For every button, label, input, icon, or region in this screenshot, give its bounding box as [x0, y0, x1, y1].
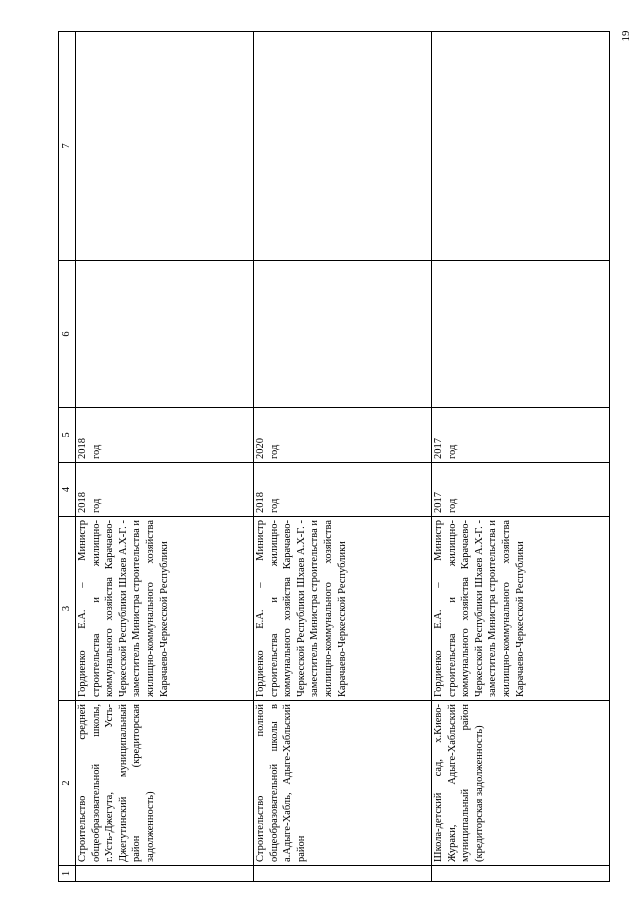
col7-cell: [432, 32, 610, 261]
row-number-cell: [254, 866, 432, 882]
col7-cell: [254, 32, 432, 261]
start-cell: [76, 463, 254, 517]
end-cell: [254, 408, 432, 463]
table-row: [432, 32, 610, 882]
end-year: 2017: [433, 438, 444, 459]
end-cell: [76, 408, 254, 463]
col7-cell: [76, 32, 254, 261]
row-number-cell: [432, 866, 610, 882]
header-cell-1: 1: [59, 866, 76, 882]
col6-cell: [432, 261, 610, 408]
start-cell: [254, 463, 432, 517]
object-cell: Строительство полной общеобразовательной школы в а.Адыге-Хабль, Адыге-Хабльский район: [254, 701, 432, 866]
header-cell-7: 7: [59, 32, 76, 261]
table-row: [76, 32, 254, 882]
start-year: 2017: [433, 492, 444, 513]
start-unit: год: [268, 498, 280, 513]
header-cell-6: 6: [59, 261, 76, 408]
page-number: 19: [620, 30, 632, 42]
header-cell-5: 5: [59, 408, 76, 463]
table-row: [254, 32, 432, 882]
header-cell-3: 3: [59, 517, 76, 701]
responsible-cell: Гордиенко Е.А. – Министр строительства и жилищно-коммунального хозяйства Карачаево-Черкесской Республики Шхаев А.Х-Г. - заместитель Министра строительства и жилищно-коммунального хозяйства Карачаево-Черкесской Республики: [254, 517, 432, 701]
col6-cell: [254, 261, 432, 408]
object-cell: Школа-детский сад, х.Киево-Жураки, Адыге-Хабльский муниципальный район (кредиторская задолженность): [432, 701, 610, 866]
end-unit: год: [90, 444, 102, 459]
start-unit: год: [446, 498, 458, 513]
header-cell-4: 4: [59, 463, 76, 517]
responsible-cell: Гордиенко Е.А. – Министр строительства и жилищно-коммунального хозяйства Карачаево-Черкесской Республики Шхаев А.Х-Г. - заместитель Министра строительства и жилищно-коммунального хозяйства Карачаево-Черкесской Республики: [76, 517, 254, 701]
header-cell-2: 2: [59, 701, 76, 866]
end-unit: год: [268, 444, 280, 459]
object-cell: Строительство средней общеобразовательной школы, г.Усть-Джегута, Усть-Джегутинский муниципальный район (кредиторская задолженность): [76, 701, 254, 866]
end-year: 2018: [77, 438, 88, 459]
start-unit: год: [90, 498, 102, 513]
header-row: [59, 32, 76, 882]
start-year: 2018: [77, 492, 88, 513]
start-year: 2018: [255, 492, 266, 513]
start-cell: [432, 463, 610, 517]
end-year: 2020: [255, 438, 266, 459]
responsible-cell: Гордиенко Е.А. – Министр строительства и жилищно-коммунального хозяйства Карачаево-Черкесской Республики Шхаев А.Х-Г. - заместитель Министра строительства и жилищно-коммунального хозяйства Карачаево-Черкесской Республики: [432, 517, 610, 701]
row-number-cell: [76, 866, 254, 882]
rotated-table-container: [58, 32, 607, 882]
col6-cell: [76, 261, 254, 408]
end-cell: [432, 408, 610, 463]
program-table: [58, 31, 610, 882]
end-unit: год: [446, 444, 458, 459]
